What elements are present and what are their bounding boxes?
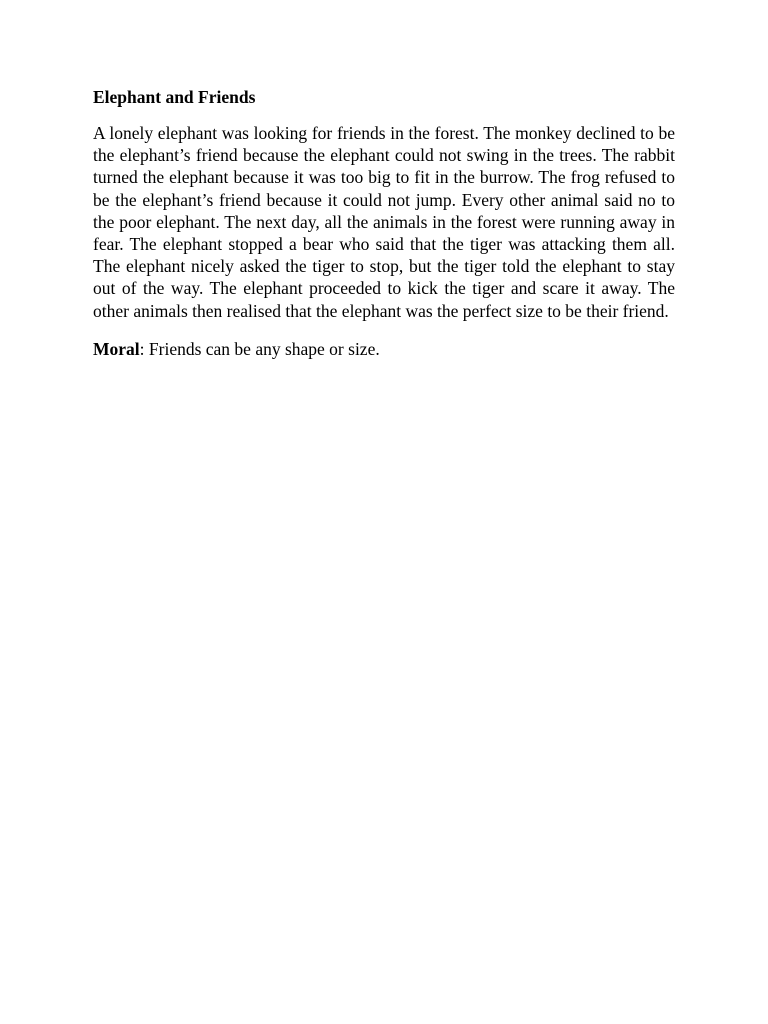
document-title: Elephant and Friends (93, 87, 256, 107)
document-content (93, 86, 675, 360)
story-paragraph: A lonely elephant was looking for friends in the forest. The monkey declined to be the elephant’s friend because the elephant could not swing in the trees. The rabbit turned the elephant because it was too big to fit in the burrow. The frog refused to be the elephant’s friend because it could not jump. Every other animal said no to the poor elephant. The next day, all the animals in the forest were running away in fear. The elephant stopped a bear who said that the tiger was attacking them all. The elephant nicely asked the tiger to stop, but the tiger told the elephant to stay out of the way. The elephant proceeded to kick the tiger and scare it away. The other animals then realised that the elephant was the perfect size to be their friend. (93, 123, 675, 321)
moral-line (93, 338, 675, 360)
moral-label: Moral (93, 338, 140, 359)
moral-text: : Friends can be any shape or size. (139, 338, 380, 359)
